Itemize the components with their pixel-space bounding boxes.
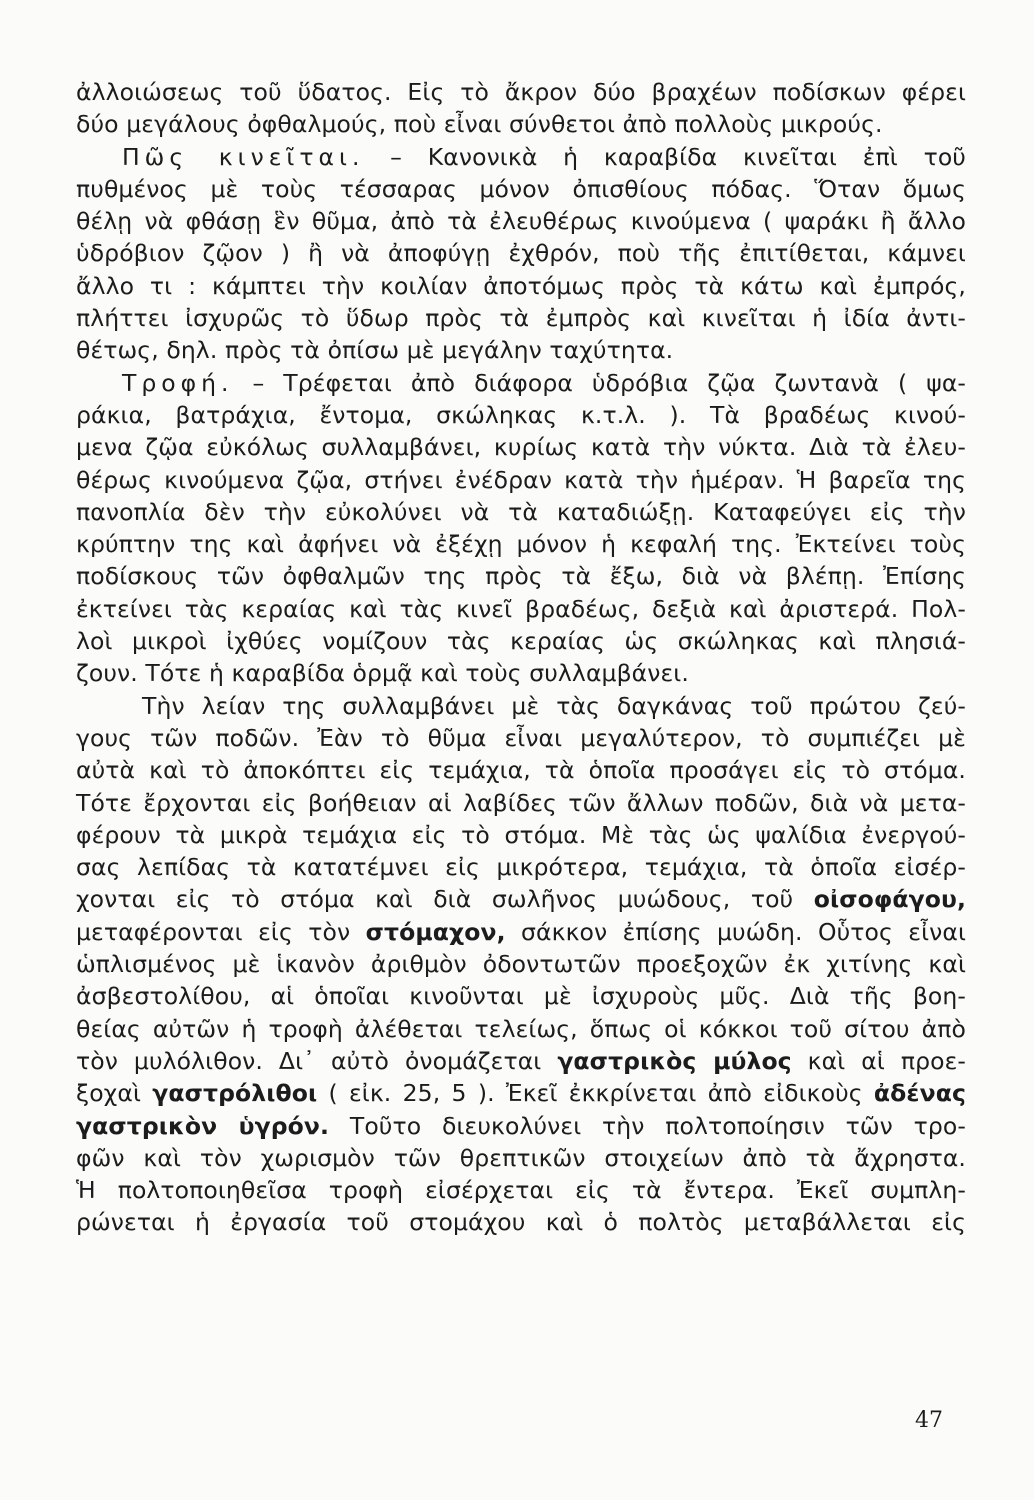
text-line: θείας αὐτῶν ἡ τροφὴ ἀλέθεται τελείως, ὅπως οἱ κόκκοι τοῦ σίτου ἀπὸ xyxy=(76,1014,966,1043)
text-line: φῶν καὶ τὸν χωρισμὸν τῶν θρεπτικῶν στοιχείων ἀπὸ τὰ ἄχρηστα. xyxy=(76,1143,966,1172)
text-line: ἀσβεστολίθου, αἱ ὁποῖαι κινοῦνται μὲ ἰσχυροὺς μῦς. Διὰ τῆς βοη- xyxy=(76,982,966,1011)
text-line: λοὶ μικροὶ ἰχθύες νομίζουν τὰς κεραίας ὡς σκώληκας καὶ πλησιά- xyxy=(76,627,966,656)
text-line: Τότε ἔρχονται εἰς βοήθειαν αἱ λαβίδες τῶν ἄλλων ποδῶν, διὰ νὰ μετα- xyxy=(76,788,966,817)
text-line: ἄλλο τι : κάμπτει τὴν κοιλίαν ἀποτόμως πρὸς τὰ κάτω καὶ ἐμπρός, xyxy=(76,271,966,300)
text-line: δύο μεγάλους ὀφθαλμούς, ποὺ εἶναι σύνθετοι ἀπὸ πολλοὺς μικρούς. xyxy=(76,110,883,139)
text-line: θέλῃ νὰ φθάσῃ ἓν θῦμα, ἀπὸ τὰ ἐλευθέρως κινούμενα ( ψαράκι ἢ ἄλλο xyxy=(76,207,966,236)
text-line: ράκια, βατράχια, ἔντομα, σκώληκας κ.τ.λ. ). Τὰ βραδέως κινού- xyxy=(76,400,966,429)
text-line: φέρουν τὰ μικρὰ τεμάχια εἰς τὸ στόμα. Μὲ τὰς ὡς ψαλίδια ἐνεργού- xyxy=(76,820,966,849)
text-run: τὸν μυλόλιθον. Δι᾿ αὐτὸ ὀνομάζεται xyxy=(76,1046,558,1075)
text-run: καὶ αἱ προε- xyxy=(791,1046,966,1075)
text-line: ζουν. Τότε ἡ καραβίδα ὁρμᾷ καὶ τοὺς συλλαμβάνει. xyxy=(76,659,689,688)
text-line: θέτως, δηλ. πρὸς τὰ ὀπίσω μὲ μεγάλην ταχύτητα. xyxy=(76,336,674,365)
text-line xyxy=(76,141,966,173)
text-line: Ἡ πολτοποιηθεῖσα τροφὴ εἰσέρχεται εἰς τὰ ἔντερα. Ἐκεῖ συμπλη- xyxy=(76,1176,966,1205)
text-line: ποδίσκους τῶν ὀφθαλμῶν της πρὸς τὰ ἔξω, διὰ νὰ βλέπῃ. Ἐπίσης xyxy=(76,562,966,591)
text-run: σάκκον ἐπίσης μυώδη. Οὗτος εἶναι xyxy=(505,917,966,946)
text-line: πυθμένος μὲ τοὺς τέσσαρας μόνον ὀπισθίους πόδας. Ὅταν ὅμως xyxy=(76,174,966,203)
text-run: μεταφέρονται εἰς τὸν xyxy=(76,917,366,946)
text-line: μενα ζῷα εὐκόλως συλλαμβάνει, κυρίως κατὰ τὴν νύκτα. Διὰ τὰ ἐλευ- xyxy=(76,433,966,462)
page-number: 47 xyxy=(915,1408,943,1433)
text-run: χονται εἰς τὸ στόμα καὶ διὰ σωλῆνος μυώδους, τοῦ xyxy=(76,885,814,914)
text-line: ἀλλοιώσεως τοῦ ὕδατος. Εἰς τὸ ἄκρον δύο βραχέων ποδίσκων φέρει xyxy=(76,78,966,106)
body-text xyxy=(76,76,966,1239)
text-line: πλήττει ἰσχυρῶς τὸ ὕδωρ πρὸς τὰ ἐμπρὸς καὶ κινεῖται ἡ ἰδία ἀντι- xyxy=(76,304,966,333)
text-line xyxy=(76,367,966,399)
text-line: κρύπτην της καὶ ἀφήνει νὰ ἐξέχῃ μόνον ἡ κεφαλή της. Ἐκτείνει τοὺς xyxy=(76,530,966,559)
text-line: γους τῶν ποδῶν. Ἐὰν τὸ θῦμα εἶναι μεγαλύτερον, τὸ συμπιέζει μὲ xyxy=(76,723,966,752)
term-stomach: στόμαχον, xyxy=(365,917,506,946)
term-oesophagus: οἰσοφάγου, xyxy=(813,885,966,914)
text-run: – Τρέφεται ἀπὸ διάφορα ὑδρόβια ζῷα ζωντανὰ ( ψα- xyxy=(233,368,966,397)
text-line: ἐκτείνει τὰς κεραίας καὶ τὰς κινεῖ βραδέως, δεξιὰ καὶ ἀριστερά. Πολ- xyxy=(76,594,966,623)
term-gastroliths: γαστρόλιθοι xyxy=(152,1079,318,1108)
text-line: πανοπλία δὲν τὴν εὐκολύνει νὰ τὰ καταδιώξῃ. Καταφεύγει εἰς τὴν xyxy=(76,497,966,526)
text-line: Τὴν λείαν της συλλαμβάνει μὲ τὰς δαγκάνας τοῦ πρώτου ζεύ- xyxy=(142,691,966,720)
term-gastric-fluid: γαστρικὸν ὑγρόν. xyxy=(76,1111,330,1140)
text-run: – Κανονικὰ ἡ καραβίδα κινεῖται ἐπὶ τοῦ xyxy=(364,142,966,171)
text-line: θέρως κινούμενα ζῷα, στήνει ἐνέδραν κατὰ τὴν ἡμέραν. Ἡ βαρεῖα της xyxy=(76,465,966,494)
text-line: ρώνεται ἡ ἐργασία τοῦ στομάχου καὶ ὁ πολτὸς μεταβάλλεται εἰς xyxy=(76,1208,966,1237)
text-line xyxy=(76,1110,966,1142)
section-heading-food: Τροφή. xyxy=(122,368,234,397)
text-line: αὐτὰ καὶ τὸ ἀποκόπτει εἰς τεμάχια, τὰ ὁποῖα προσάγει εἰς τὸ στόμα. xyxy=(76,756,966,785)
section-heading-movement: Πῶς κινεῖται. xyxy=(122,142,365,171)
text-run: ( εἰκ. 25, 5 ). Ἐκεῖ ἐκκρίνεται ἀπὸ εἰδικοὺς xyxy=(317,1079,874,1108)
text-line xyxy=(76,883,966,915)
text-line: σας λεπίδας τὰ κατατέμνει εἰς μικρότερα, τεμάχια, τὰ ὁποῖα εἰσέρ- xyxy=(76,853,966,882)
text-line: ὡπλισμένος μὲ ἱκανὸν ἀριθμὸν ὀδοντωτῶν προεξοχῶν ἐκ χιτίνης καὶ xyxy=(76,950,966,979)
text-line: ὑδρόβιον ζῷον ) ἢ νὰ ἀποφύγῃ ἐχθρόν, ποὺ τῆς ἐπιτίθεται, κάμνει xyxy=(76,239,966,268)
text-run: Τοῦτο διευκολύνει τὴν πολτοποίησιν τῶν τρο- xyxy=(329,1111,966,1140)
text-line xyxy=(76,916,966,948)
term-gastric-mill: γαστρικὸς μύλος xyxy=(557,1046,792,1075)
text-line xyxy=(76,1045,966,1077)
term-glands: ἀδένας xyxy=(873,1079,966,1108)
text-run: ξοχαὶ xyxy=(76,1079,153,1108)
text-line xyxy=(76,1077,966,1109)
